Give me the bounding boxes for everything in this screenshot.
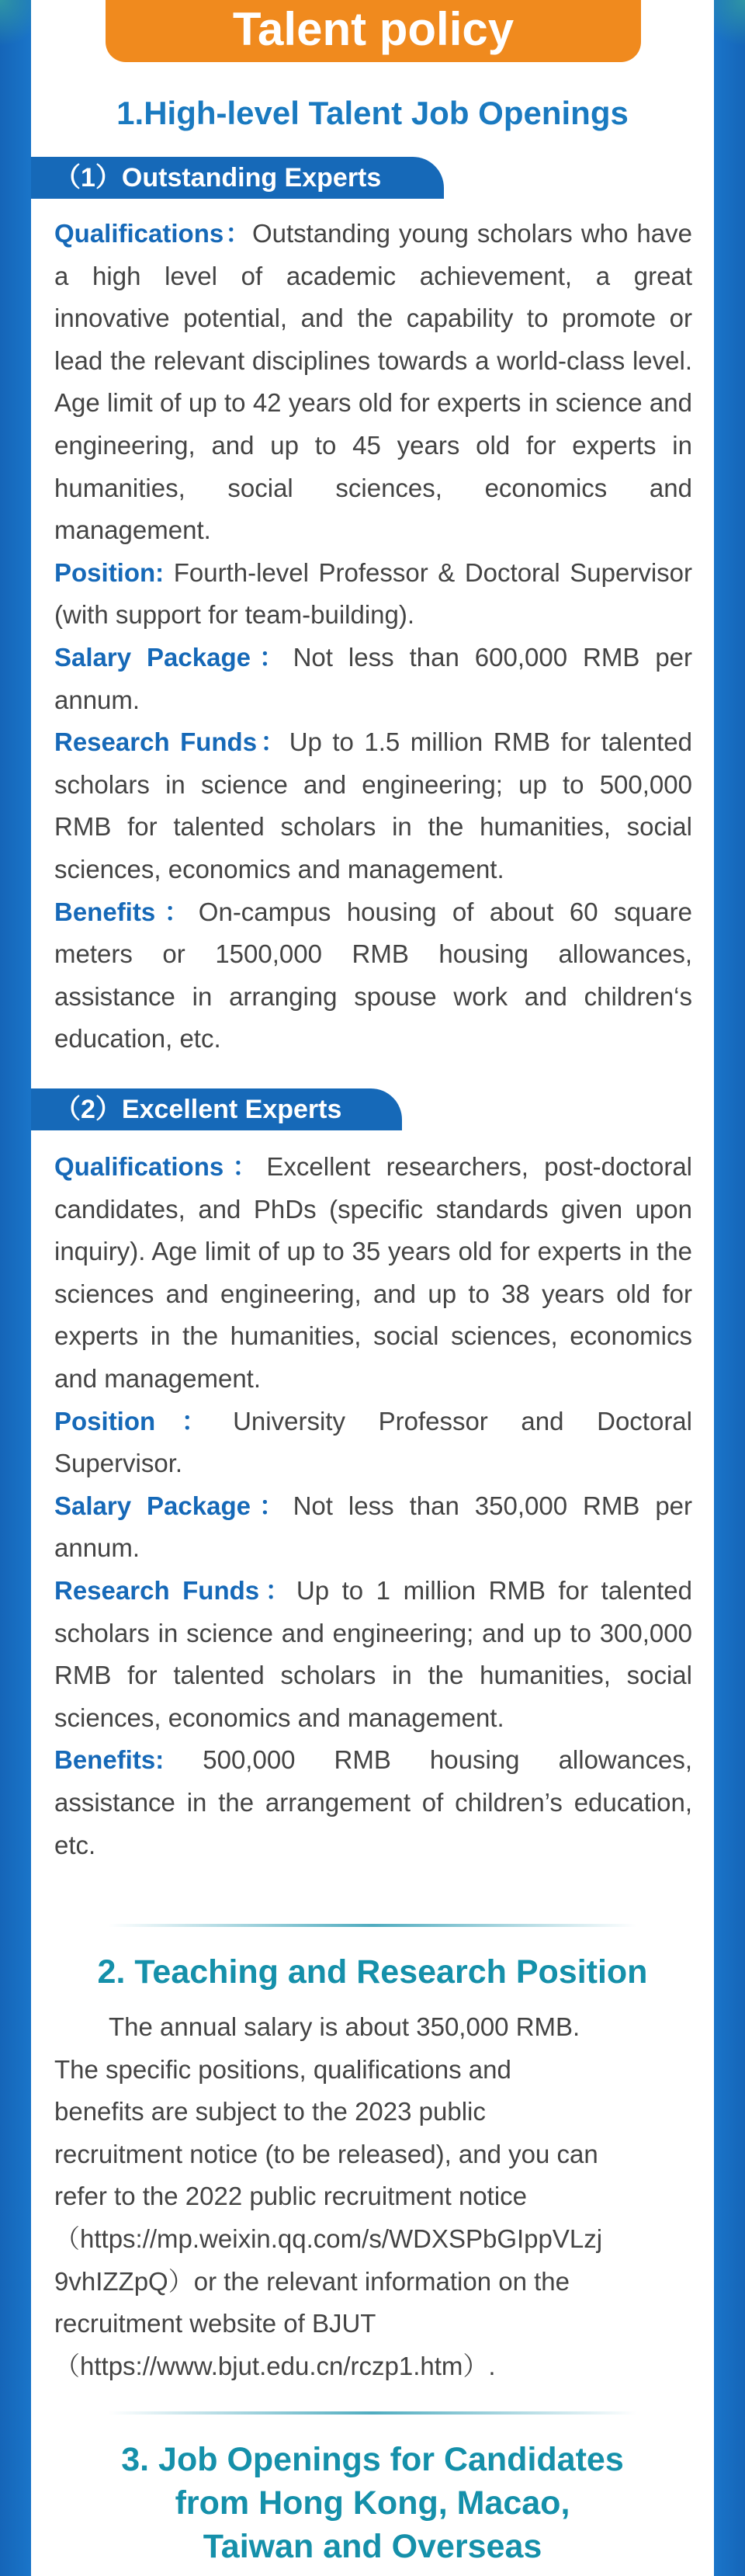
excellent-salary <box>54 1485 692 1570</box>
position-text: University Professor and Doctoral Supervisor. <box>54 1406 692 1478</box>
excellent-research-funds <box>54 1570 692 1739</box>
outstanding-salary <box>54 637 692 721</box>
benefits-label: Benefits: <box>54 1745 165 1775</box>
section-divider <box>109 1924 636 1927</box>
excellent-benefits <box>54 1739 692 1866</box>
text-line: The annual salary is about 350,000 RMB. <box>109 2012 580 2041</box>
benefits-text: 500,000 RMB housing allowances, assistance in the arrangement of children’s education, etc. <box>54 1745 692 1859</box>
text-line: refer to the 2022 public recruitment notice <box>54 2182 528 2211</box>
text-line: recruitment notice (to be released), and you can <box>54 2139 598 2168</box>
text-line: recruitment website of BJUT <box>54 2309 376 2338</box>
excellent-position <box>54 1401 692 1485</box>
heading-line: Taiwan and Overseas <box>203 2528 542 2565</box>
page-title-banner: Talent policy <box>106 0 641 62</box>
outstanding-benefits <box>54 891 692 1061</box>
research-funds-text: Up to 1.5 million RMB for talented scholars in science and engineering; up to 500,000 RMB for talented scholars in the humanities, social sciences, economics and management. <box>54 727 692 884</box>
salary-text: Not less than 600,000 RMB per annum. <box>54 642 693 714</box>
benefits-text: On-campus housing of about 60 square meters or 1500,000 RMB housing allowances, assistance in arranging spouse work and children‘s education, etc. <box>54 897 692 1054</box>
qualifications-text: Excellent researchers, post-doctoral candidates, and PhDs (specific standards given upon inquiry). Age limit of up to 35 years old for experts in the sciences and engineering, and up to 38 years old for experts in the humanities, social sciences, economics and management. <box>54 1152 692 1393</box>
outstanding-experts-details <box>54 213 692 1061</box>
outstanding-research-funds <box>54 721 692 890</box>
qualifications-label: Qualifications： <box>54 219 252 248</box>
outstanding-qualifications <box>54 213 692 552</box>
salary-text: Not less than 350,000 RMB per annum. <box>54 1491 693 1563</box>
qualifications-text: Outstanding young scholars who have a high level of academic achievement, a great innovative potential, and the capability to promote or lead the relevant disciplines towards a world-class level. Age limit of up to 42 years old for experts in science and engineering, and up to 45 years old for experts in humanities, social sciences, economics and management. <box>54 219 692 545</box>
excellent-qualifications <box>54 1146 692 1401</box>
subsection-tab-excellent-experts: （2）Excellent Experts <box>31 1088 402 1130</box>
heading-line: 3. Job Openings for Candidates <box>121 2441 624 2478</box>
teaching-research-details <box>54 2006 692 2387</box>
excellent-experts-details <box>54 1146 692 1866</box>
text-line: The specific positions, qualifications and <box>54 2054 511 2084</box>
qualifications-label: Qualifications： <box>54 1152 267 1181</box>
section-heading-teaching-research: 2. Teaching and Research Position <box>97 1953 648 1991</box>
heading-line: from Hong Kong, Macao, <box>175 2484 570 2522</box>
research-funds-label: Research Funds： <box>54 1575 296 1605</box>
benefits-label: Benefits： <box>54 897 199 926</box>
position-label: Position: <box>54 557 165 587</box>
section-heading-high-level-talent: 1.High-level Talent Job Openings <box>116 95 629 131</box>
position-text: Fourth-level Professor & Doctoral Supervisor (with support for team-building). <box>54 557 693 630</box>
salary-label: Salary Package： <box>54 642 293 672</box>
research-funds-text: Up to 1 million RMB for talented scholars in science and engineering; and up to 300,000 RMB for talented scholars in the humanities, social sciences, economics and management. <box>54 1575 692 1732</box>
research-funds-label: Research Funds： <box>54 727 289 757</box>
text-line: benefits are subject to the 2023 public <box>54 2097 486 2126</box>
notice-link-2022[interactable]: （https://mp.weixin.qq.com/s/WDXSPbGIppVLzj <box>54 2224 603 2253</box>
salary-label: Salary Package： <box>54 1491 293 1520</box>
subsection-tab-outstanding-experts: （1）Outstanding Experts <box>31 157 444 199</box>
section-heading-overseas-openings <box>31 2438 714 2568</box>
text-line: 9vhIZZpQ）or the relevant information on the <box>54 2266 570 2296</box>
section-divider <box>109 2411 636 2415</box>
outstanding-position <box>54 552 692 637</box>
recruitment-website-link[interactable]: （https://www.bjut.edu.cn/rczp1.htm）. <box>54 2351 496 2380</box>
position-label: Position： <box>54 1406 234 1436</box>
